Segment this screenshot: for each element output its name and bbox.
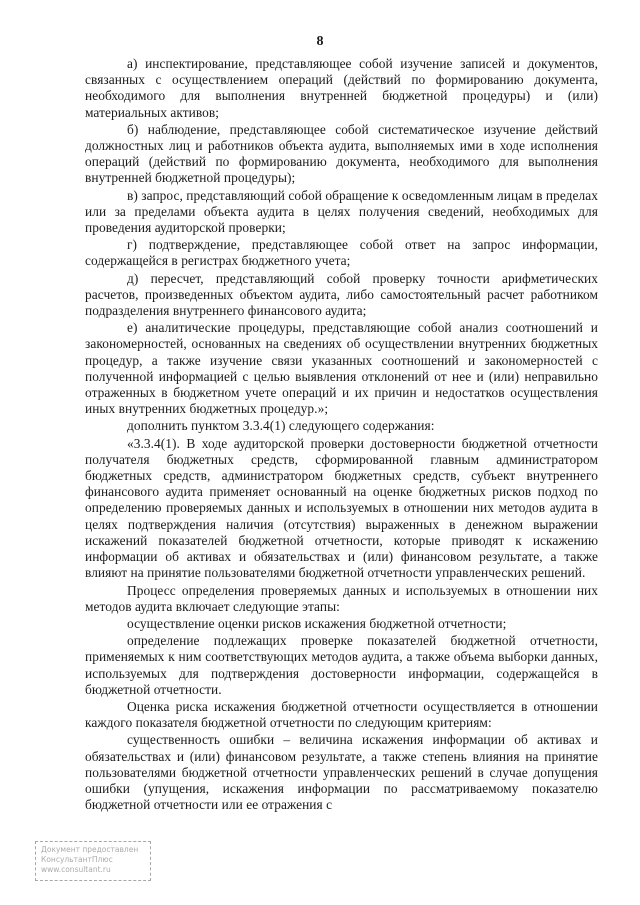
stamp-line: КонсультантПлюс — [41, 855, 113, 864]
page-number: 8 — [316, 34, 324, 49]
paragraph-a: а) инспектирование, представляющее собой изучение записей и документов, связанных с осуществлением операций (действий по формированию документа, необходимого для выполнения внутренней бюджетной процедуры) и (или) материальных активов; — [85, 56, 598, 120]
paragraph-stage-2: определение подлежащих проверке показателей бюджетной отчетности, применяемых к ним соответствующих методов аудита, а также объема выборки данных, используемых для подтверждения достоверности информации, содержащейся в бюджетной отчетности. — [85, 633, 598, 697]
paragraph-stage-1: осуществление оценки рисков искажения бюджетной отчетности; — [127, 615, 507, 631]
document-body — [85, 56, 598, 813]
paragraph-risk-assessment: Оценка риска искажения бюджетной отчетности осуществляется в отношении каждого показателя бюджетной отчетности по следующим критериям: — [85, 698, 598, 731]
stamp-line: www.consultant.ru — [41, 865, 111, 874]
stamp-line: Документ предоставлен — [41, 845, 139, 854]
paragraph-v: в) запрос, представляющий собой обращение к осведомленным лицам в пределах или за пределами объекта аудита в целях получения сведений, необходимых для проведения аудиторской проверки; — [85, 187, 598, 236]
paragraph-amendment-intro: дополнить пунктом 3.3.4(1) следующего содержания: — [127, 418, 435, 434]
paragraph-process: Процесс определения проверяемых данных и используемых в отношении них методов аудита включает следующие этапы: — [85, 582, 598, 614]
paragraph-g: г) подтверждение, представляющее собой ответ на запрос информации, содержащейся в регистрах бюджетного учета; — [85, 237, 598, 269]
paragraph-3-3-4-1: «3.3.4(1). В ходе аудиторской проверки достоверности бюджетной отчетности получателя бюджетных средств, сформированной главным администратором бюджетных средств, администратором бюджетных средств, субъект внутреннего финансового аудита применяет основанный на оценке бюджетных рисков подход по определению проверяемых данных и используемых в отношении них методов аудита в целях подтверждения наличия (отсутствия) выраженных в денежном выражении искажений показателей бюджетной отчетности, которые приводят к искажению информации об активах и обязательствах и (или) финансовом результате, а также влияют на принятие пользователями бюджетной отчетности управленческих решений. — [85, 435, 598, 581]
paragraph-b: б) наблюдение, представляющее собой систематическое изучение действий должностных лиц и работников объекта аудита, выполняемых ими в ходе исполнения операций (действий по формированию документа, необходимого для выполнения внутренней бюджетной процедуры); — [85, 121, 598, 186]
paragraph-materiality: существенность ошибки – величина искажения информации об активах и обязательствах и (или) финансовом результате, а также степень влияния на принятие пользователями бюджетной отчетности управленческих решений в случае допущения ошибки (упущения, искажения информации по рассматриваемому показателю бюджетной отчетности или ее отражения с — [85, 732, 598, 813]
consultant-stamp — [35, 841, 151, 881]
paragraph-e: е) аналитические процедуры, представляющие собой анализ соотношений и закономерностей, основанных на сведениях об осуществлении внутренних бюджетных процедур, а также изучение связи указанных соотношений и закономерностей с полученной информацией с целью выявления отклонений от нее и (или) неправильно отраженных в бюджетном учете операций и их причин и недостатков осуществления иных внутренних бюджетных процедур.»; — [85, 320, 598, 417]
paragraph-d: д) пересчет, представляющий собой проверку точности арифметических расчетов, произведенных объектом аудита, либо самостоятельный расчет работником подразделения внутреннего финансового аудита; — [85, 270, 598, 319]
